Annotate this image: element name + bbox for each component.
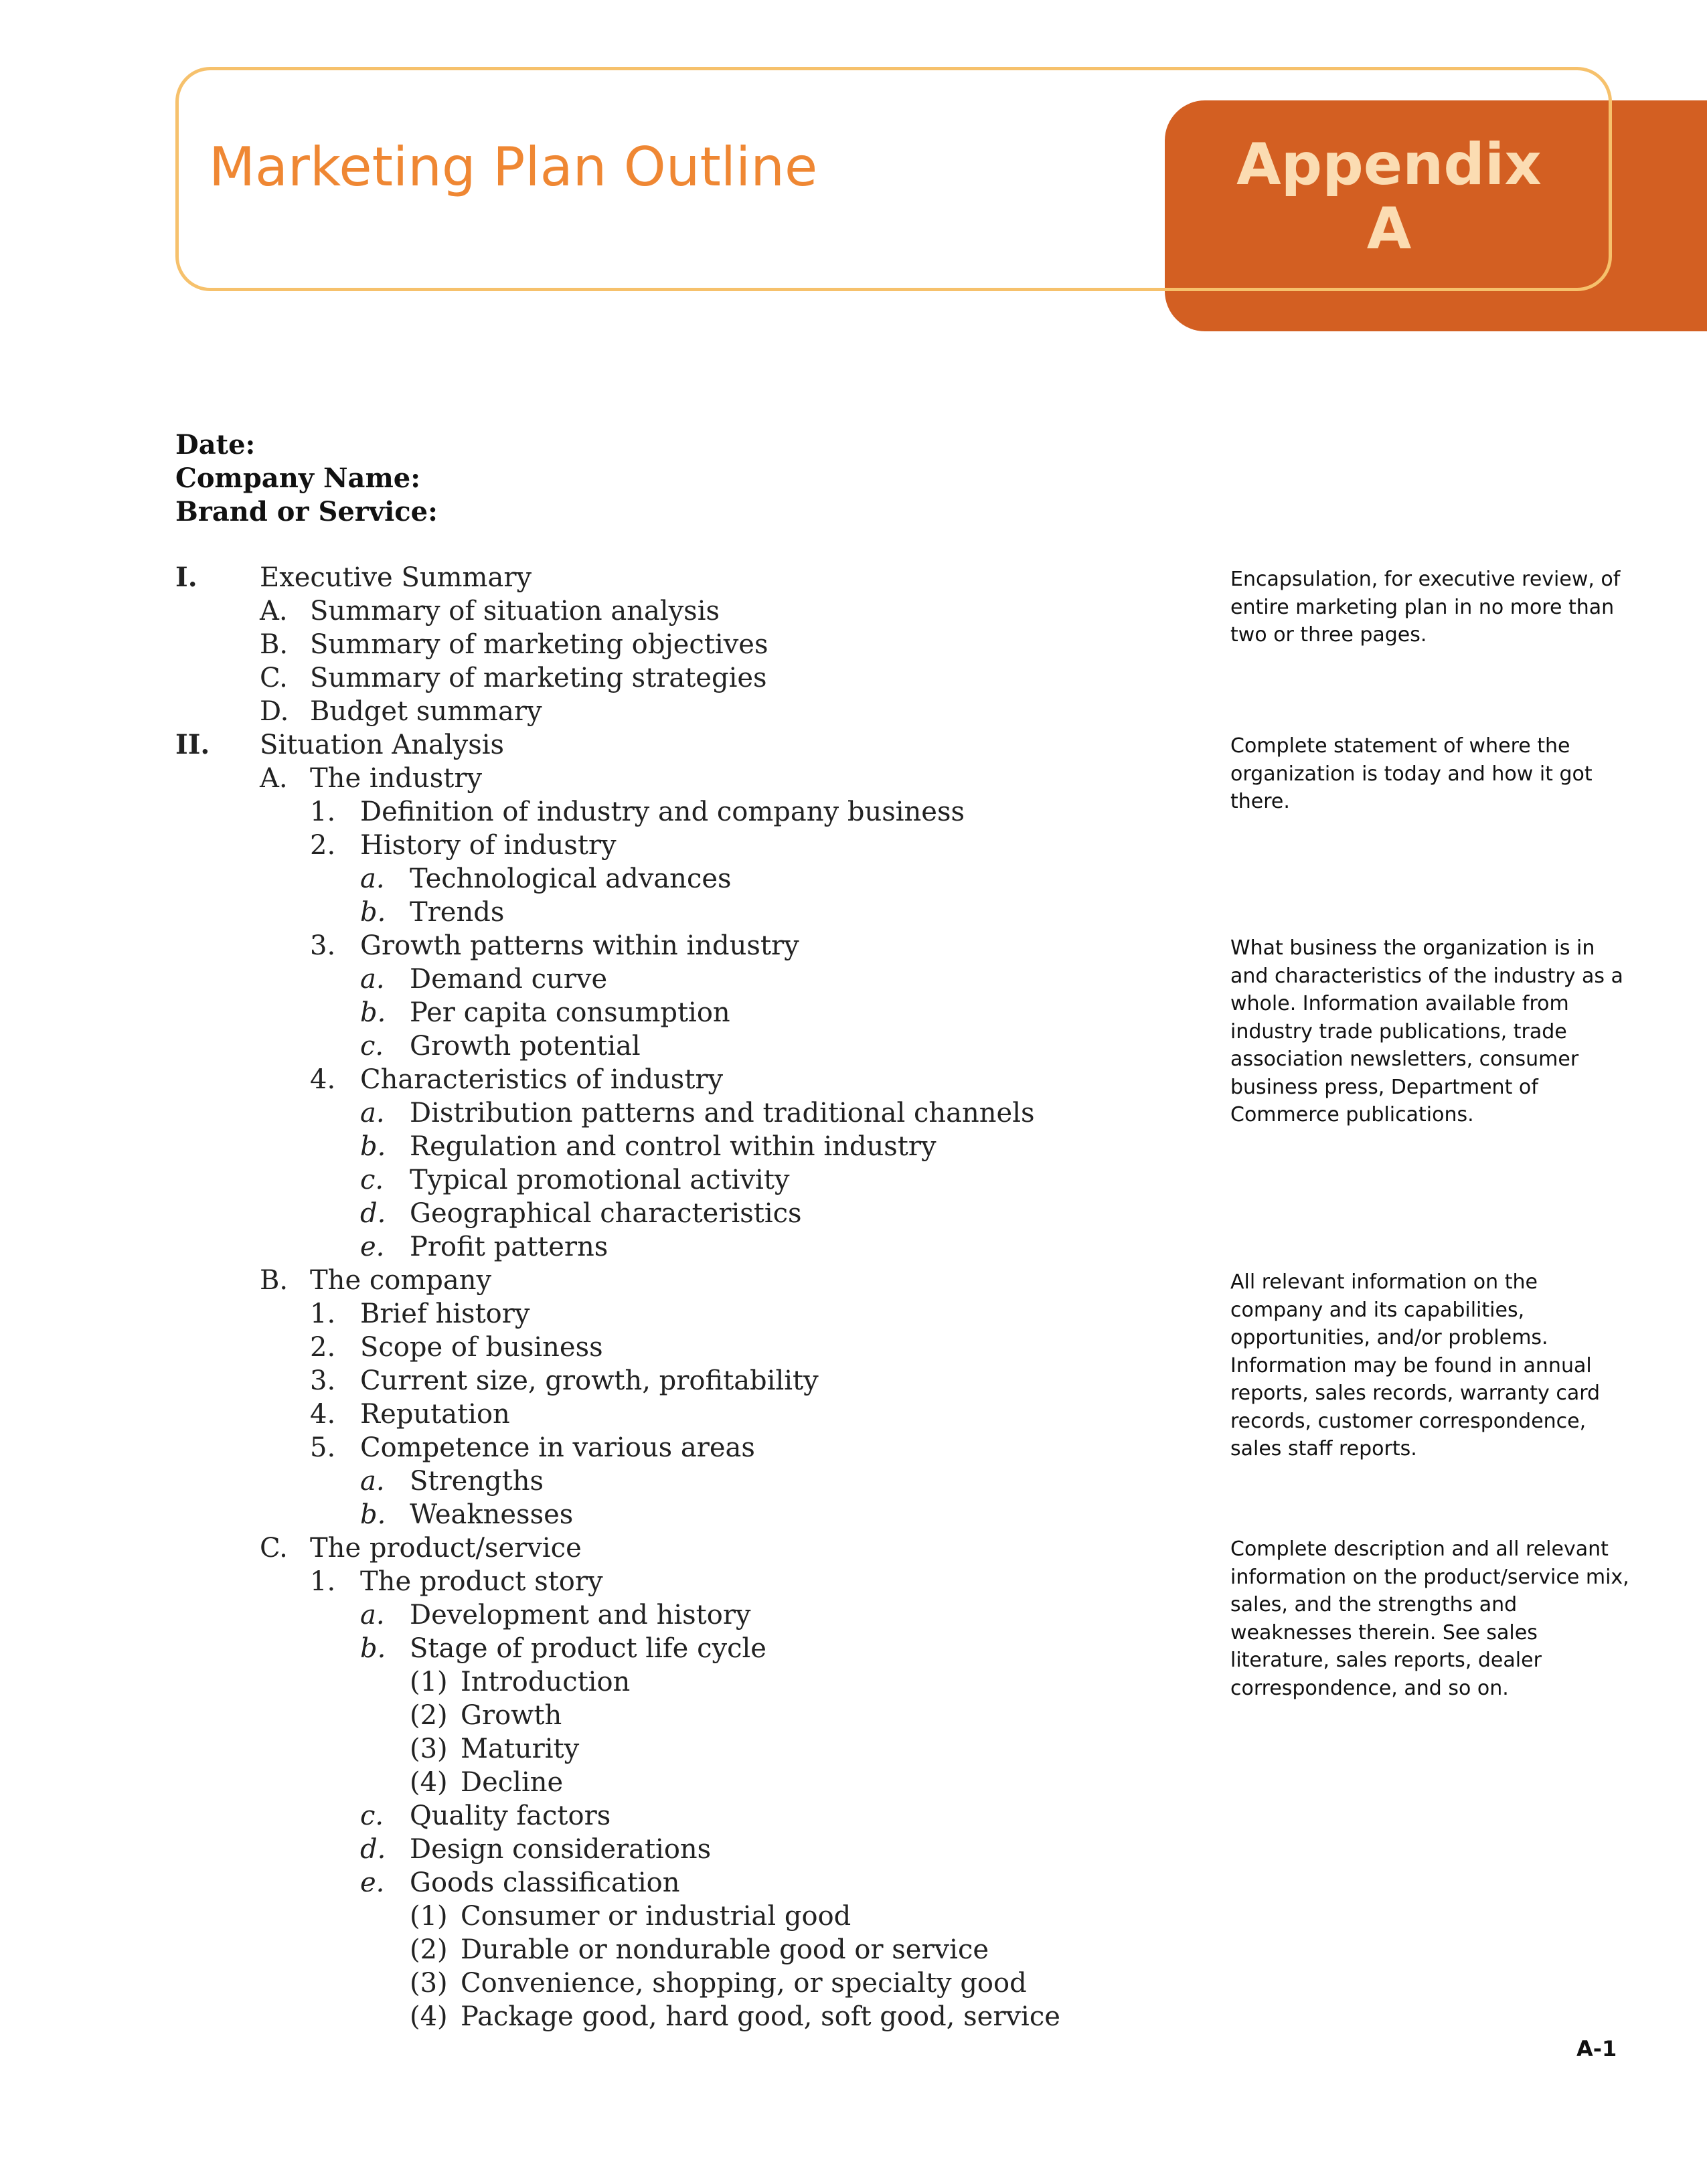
outline-item [0, 695, 1192, 728]
outline-marker: 2. [310, 1332, 336, 1363]
outline-text: Stage of product life cycle [410, 1633, 766, 1664]
outline-marker: A. [260, 596, 288, 626]
outline-marker: B. [260, 629, 289, 660]
outline-item [0, 962, 1192, 996]
outline-item [0, 1230, 1192, 1264]
outline-marker: b. [360, 897, 386, 928]
outline-marker: (1) [410, 1667, 448, 1697]
outline-item [0, 1130, 1192, 1163]
outline-text: Executive Summary [260, 562, 532, 593]
outline-item [0, 1699, 1192, 1732]
meta-fields [175, 428, 438, 529]
note-executive-summary: Encapsulation, for executive review, of entire marketing plan in no more than two or three pages. [1230, 568, 1621, 647]
outline-text: Design considerations [410, 1834, 712, 1865]
outline-marker: 5. [310, 1432, 336, 1463]
outline-marker: C. [260, 1533, 288, 1564]
outline-text: Scope of business [360, 1332, 603, 1363]
outline-marker: 3. [310, 930, 336, 961]
outline-text: Technological advances [410, 863, 732, 894]
outline-item [0, 1732, 1192, 1766]
brand-or-service-label: Brand or Service: [175, 496, 438, 527]
outline-item [0, 1900, 1192, 1933]
outline-marker: (3) [410, 1968, 448, 1999]
outline-item [0, 1966, 1192, 2000]
note-industry: What business the organization is in and characteristics of the industry as a whole. Information available from industry trade publications, trade association newsletters, consumer business press, Department of Commerce publications. [1230, 936, 1623, 1126]
outline-marker: (4) [410, 2001, 448, 2032]
outline-text: The product/service [310, 1533, 582, 1564]
outline-item [0, 862, 1192, 896]
note-company: All relevant information on the company and its capabilities, opportunities, and/or problems. Information may be found in annual reports, sales records, warranty card records, customer correspondence, sales staff reports. [1230, 1270, 1601, 1460]
page-number: A-1 [1576, 2036, 1617, 2062]
outline-item [0, 1264, 1192, 1297]
outline-marker: (2) [410, 1934, 448, 1965]
outline-item [0, 929, 1192, 962]
outline-item [0, 1096, 1192, 1130]
outline-item [0, 1464, 1192, 1498]
outline-text: Summary of marketing objectives [310, 629, 768, 660]
outline-marker: e. [360, 1232, 385, 1262]
outline-marker: a. [360, 1098, 385, 1128]
outline-marker: b. [360, 1633, 386, 1664]
outline-item [0, 594, 1192, 628]
company-name-label: Company Name: [175, 463, 420, 494]
outline-marker: B. [260, 1265, 289, 1296]
note-situation-analysis: Complete statement of where the organization is today and how it got there. [1230, 734, 1593, 813]
outline-marker: D. [260, 696, 289, 727]
outline-text: Quality factors [410, 1800, 611, 1831]
outline-text: Weaknesses [410, 1499, 574, 1530]
outline-text: Maturity [461, 1734, 580, 1764]
outline-marker: c. [360, 1165, 384, 1195]
outline-item [0, 1063, 1192, 1096]
outline-text: History of industry [360, 830, 617, 861]
outline-text: The product story [360, 1566, 603, 1597]
outline-item [0, 1297, 1192, 1331]
outline-text: Growth [461, 1700, 562, 1731]
outline-marker: a. [360, 964, 385, 995]
outline-text: Typical promotional activity [410, 1165, 790, 1195]
outline-marker: (2) [410, 1700, 448, 1731]
outline-marker: II. [175, 729, 210, 760]
outline-item [0, 1565, 1192, 1598]
outline-marker: e. [360, 1867, 385, 1898]
outline-item [0, 1163, 1192, 1197]
outline-marker: 1. [310, 1298, 336, 1329]
outline-item [0, 1632, 1192, 1665]
outline-text: The industry [310, 763, 483, 794]
outline-item [0, 2000, 1192, 2033]
outline-marker: a. [360, 1466, 385, 1497]
outline-text: Distribution patterns and traditional channels [410, 1098, 1035, 1128]
outline-item [0, 1933, 1192, 1966]
outline-text: Goods classification [410, 1867, 680, 1898]
outline-text: Competence in various areas [360, 1432, 755, 1463]
outline-marker: b. [360, 997, 386, 1028]
outline-text: Growth potential [410, 1031, 641, 1062]
outline-text: Profit patterns [410, 1232, 608, 1262]
outline-marker: C. [260, 663, 288, 693]
appendix-label [1165, 133, 1613, 261]
appendix-letter: A [1366, 195, 1412, 262]
outline-item [0, 896, 1192, 929]
outline-item [0, 1364, 1192, 1398]
outline-item [0, 1799, 1192, 1833]
outline-marker: b. [360, 1499, 386, 1530]
outline-text: Decline [461, 1767, 564, 1798]
outline-text: Demand curve [410, 964, 608, 995]
outline-text: Per capita consumption [410, 997, 730, 1028]
outline-text: Regulation and control within industry [410, 1131, 937, 1162]
outline-item [0, 628, 1192, 661]
outline-text: Characteristics of industry [360, 1064, 724, 1095]
outline-text: Package good, hard good, soft good, service [461, 2001, 1060, 2032]
note-product-service: Complete description and all relevant information on the product/service mix, sales, and the strengths and weaknesses therein. See sales literature, sales reports, dealer correspondence, and so on. [1230, 1537, 1629, 1700]
outline-text: Brief history [360, 1298, 530, 1329]
outline-text: Consumer or industrial good [461, 1901, 851, 1932]
outline-marker: a. [360, 1600, 385, 1630]
outline-marker: 1. [310, 1566, 336, 1597]
outline-marker: a. [360, 863, 385, 894]
outline-text: Budget summary [310, 696, 542, 727]
outline-item [0, 561, 1192, 594]
outline-marker: 1. [310, 796, 336, 827]
outline-item [0, 1029, 1192, 1063]
outline-text: Durable or nondurable good or service [461, 1934, 989, 1965]
date-label: Date: [175, 429, 256, 460]
outline-text: Trends [410, 897, 505, 928]
outline-text: Strengths [410, 1466, 544, 1497]
outline-marker: A. [260, 763, 288, 794]
outline-marker: c. [360, 1800, 384, 1831]
outline-list [0, 561, 1192, 2033]
outline-marker: (3) [410, 1734, 448, 1764]
outline-item [0, 1665, 1192, 1699]
outline-text: Development and history [410, 1600, 751, 1630]
appendix-word: Appendix [1236, 131, 1542, 198]
outline-item [0, 1398, 1192, 1431]
outline-item [0, 1598, 1192, 1632]
outline-item [0, 1431, 1192, 1464]
outline-item [0, 728, 1192, 762]
outline-marker: c. [360, 1031, 384, 1062]
outline-marker: (1) [410, 1901, 448, 1932]
outline-item [0, 1331, 1192, 1364]
outline-item [0, 1498, 1192, 1531]
outline-marker: 4. [310, 1064, 336, 1095]
outline-text: Reputation [360, 1399, 510, 1430]
outline-item [0, 795, 1192, 829]
outline-marker: d. [360, 1834, 386, 1865]
outline-text: Situation Analysis [260, 730, 505, 760]
page-title: Marketing Plan Outline [209, 136, 818, 198]
outline-text: Summary of marketing strategies [310, 663, 767, 693]
outline-text: Current size, growth, profitability [360, 1365, 819, 1396]
outline-marker: b. [360, 1131, 386, 1162]
outline-marker: 3. [310, 1365, 336, 1396]
outline-text: Convenience, shopping, or specialty good [461, 1968, 1027, 1999]
outline-marker: (4) [410, 1767, 448, 1798]
outline-text: Introduction [461, 1667, 631, 1697]
outline-item [0, 762, 1192, 795]
outline-marker: 4. [310, 1399, 336, 1430]
outline-item [0, 996, 1192, 1029]
outline-item [0, 1866, 1192, 1900]
outline-item [0, 1833, 1192, 1866]
outline-item [0, 1197, 1192, 1230]
outline-item [0, 1531, 1192, 1565]
outline-text: Summary of situation analysis [310, 596, 720, 626]
outline-item [0, 829, 1192, 862]
outline-text: The company [310, 1265, 492, 1296]
outline-item [0, 1766, 1192, 1799]
outline-text: Definition of industry and company business [360, 796, 965, 827]
outline-marker: d. [360, 1198, 386, 1229]
outline-item [0, 661, 1192, 695]
outline-text: Growth patterns within industry [360, 930, 799, 961]
outline-marker: 2. [310, 830, 336, 861]
outline-marker: I. [175, 562, 197, 593]
outline-text: Geographical characteristics [410, 1198, 802, 1229]
